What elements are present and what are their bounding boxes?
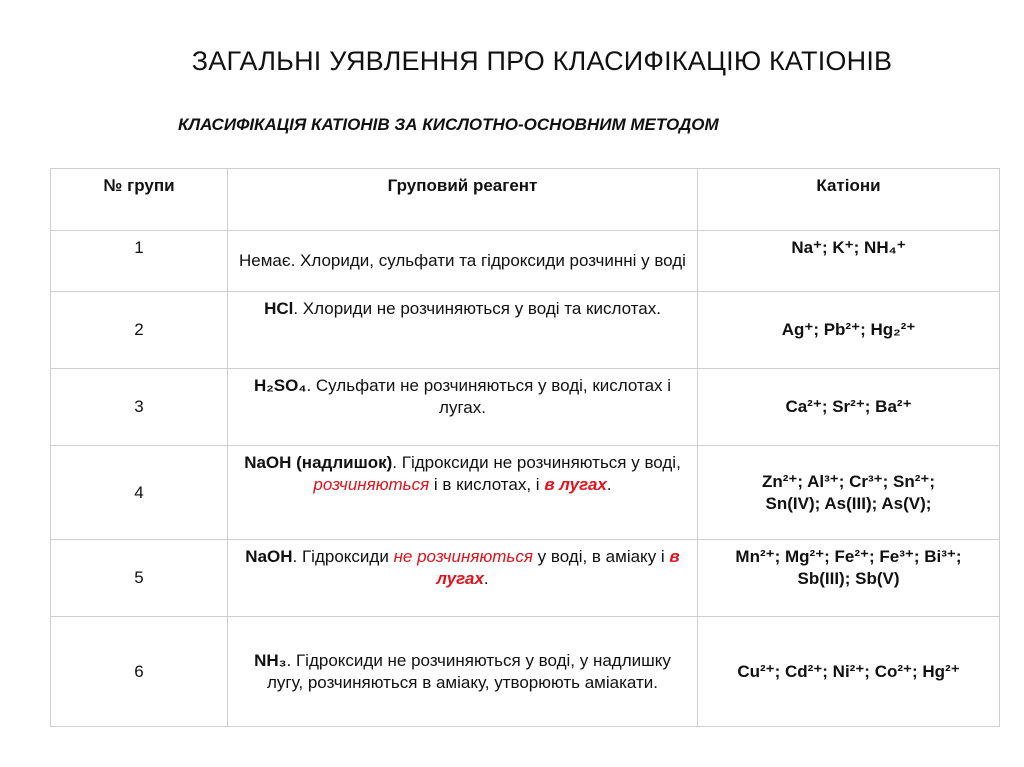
cations-cell (698, 231, 1000, 292)
reagent-formula: H₂SO₄ (253, 376, 307, 395)
cations-cell (698, 617, 1000, 727)
table-row (51, 369, 1000, 446)
group-number: 6 (51, 617, 228, 727)
group-reagent (228, 446, 698, 540)
page-title: ЗАГАЛЬНІ УЯВЛЕННЯ ПРО КЛАСИФІКАЦІЮ КАТІОНІВ (191, 46, 893, 76)
table-row (51, 540, 1000, 617)
cations-cell (698, 446, 1000, 540)
group-number: 4 (51, 446, 228, 540)
reagent-formula: NaOH (надлишок) (244, 453, 393, 472)
group-reagent (228, 540, 698, 617)
cations-line: Cu²⁺; Cd²⁺; Ni²⁺; Co²⁺; Hg²⁺ (737, 661, 960, 681)
cations-line: Ca²⁺; Sr²⁺; Ba²⁺ (785, 397, 912, 416)
page-subtitle: КЛАСИФІКАЦІЯ КАТІОНІВ ЗА КИСЛОТНО-ОСНОВНИМ МЕТОДОМ (178, 115, 719, 134)
reagent-formula: NH₃ (254, 650, 287, 670)
table-row (51, 446, 1000, 540)
cations-line-2: Sn(IV); As(III); As(V); (765, 493, 932, 513)
cations-cell (698, 292, 1000, 369)
reagent-text-2: і в кислотах, і (429, 475, 545, 494)
cations-line: Mn²⁺; Mg²⁺; Fe²⁺; Fe³⁺; Bi³⁺; (735, 547, 962, 566)
cation-classification-table (50, 168, 1000, 727)
reagent-text-3: . (606, 475, 612, 494)
group-reagent (228, 369, 698, 446)
reagent-formula: NaOH (245, 547, 293, 566)
group-number: 3 (51, 369, 228, 446)
reagent-text: . Гідроксиди не розчиняються у воді, (392, 453, 681, 472)
reagent-text: . Гідроксиди (292, 547, 394, 566)
reagent-text: . Хлориди не розчиняються у воді та кислотах. (293, 299, 661, 318)
reagent-formula: HCl (264, 299, 294, 318)
group-number: 1 (51, 231, 228, 292)
cations-line: Ag⁺; Pb²⁺; Hg₂²⁺ (781, 320, 916, 339)
reagent-text: . Сульфати не розчиняються у воді, кислотах і лугах. (306, 376, 672, 417)
table-row (51, 231, 1000, 292)
table-header-row (51, 169, 1000, 231)
cations-cell (698, 369, 1000, 446)
header-group-reagent: Груповий реагент (228, 169, 698, 231)
group-reagent (228, 231, 698, 292)
header-cations: Катіони (698, 169, 1000, 231)
group-reagent (228, 617, 698, 727)
cations-line-2: Sb(III); Sb(V) (797, 569, 900, 588)
group-number: 2 (51, 292, 228, 369)
reagent-highlight: розчиняються (313, 475, 430, 494)
reagent-highlight: не розчиняються (393, 547, 533, 566)
group-number: 5 (51, 540, 228, 617)
reagent-highlight-2: в лугах (436, 547, 680, 588)
cations-cell (698, 540, 1000, 617)
reagent-text-3: . (483, 569, 489, 588)
cations-line: Zn²⁺; Al³⁺; Cr³⁺; Sn²⁺; (761, 471, 936, 491)
table-row (51, 617, 1000, 727)
reagent-text: Немає. Хлориди, сульфати та гідроксиди розчинні у воді (239, 251, 686, 270)
reagent-highlight-2: в лугах (544, 475, 607, 494)
header-group-number: № групи (51, 169, 228, 231)
group-reagent (228, 292, 698, 369)
reagent-text: . Гідроксиди не розчиняються у воді, у надлишку лугу, розчиняються в аміаку, утворюють аміакати. (266, 650, 671, 692)
table-row (51, 292, 1000, 369)
reagent-text-2: у воді, в аміаку і (532, 547, 670, 566)
cations-line: Na⁺; K⁺; NH₄⁺ (791, 238, 906, 257)
